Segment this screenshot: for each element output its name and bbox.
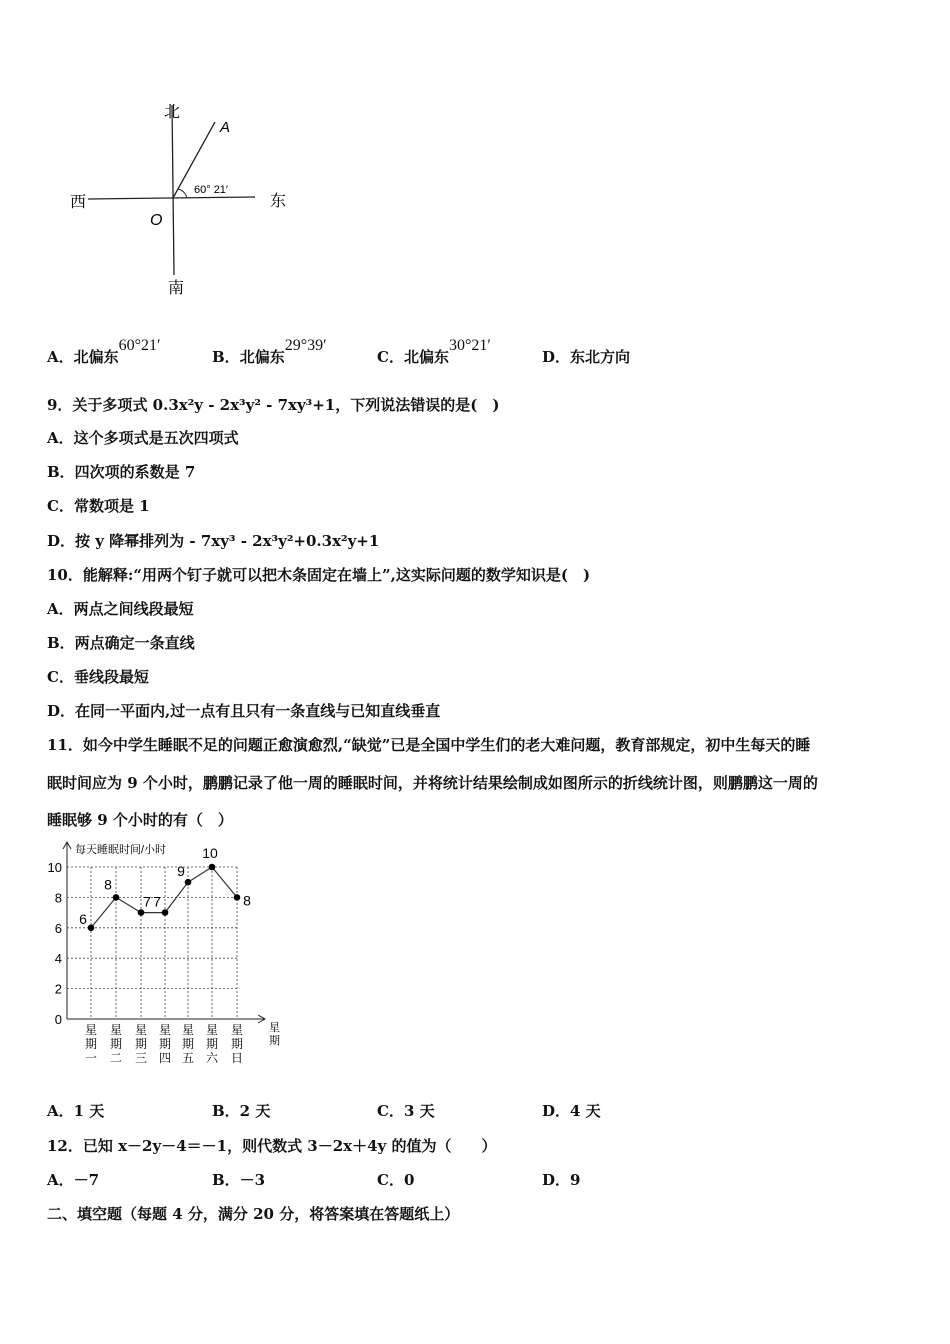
data-point bbox=[88, 925, 95, 932]
x-axis-label-char: 星 bbox=[269, 1022, 280, 1034]
x-tick-label: 日 bbox=[230, 1051, 244, 1065]
q9-option-d: D．按 y 降幂排列为 - 7xy³ - 2x³y²+0.3x²y+1 bbox=[47, 532, 380, 550]
label-east: 东 bbox=[270, 193, 287, 210]
q10-option-a: A．两点之间线段最短 bbox=[47, 600, 194, 618]
y-tick-label: 0 bbox=[54, 1012, 62, 1027]
q8-option-d: D．东北方向 bbox=[542, 348, 631, 366]
q11-stem-line1: 11．如今中学生睡眠不足的问题正愈演愈烈,“缺觉”已是全国中学生们的老大难问题，教育部规定，初中生每天的睡 bbox=[47, 736, 811, 754]
x-tick-label: 一 bbox=[84, 1051, 98, 1065]
data-point bbox=[138, 909, 145, 916]
y-tick-label: 8 bbox=[54, 890, 62, 906]
y-tick-label: 10 bbox=[47, 860, 62, 875]
q9-option-a: A．这个多项式是五次四项式 bbox=[47, 429, 239, 447]
section-2-heading: 二、填空题（每题 4 分，满分 20 分，将答案填在答题纸上） bbox=[47, 1205, 460, 1223]
q12-option-d: D．9 bbox=[542, 1171, 581, 1189]
x-tick-label: 期 bbox=[84, 1037, 98, 1051]
q11-option-d: D．4 天 bbox=[542, 1102, 601, 1120]
x-tick-label: 期 bbox=[134, 1037, 148, 1051]
data-label: 10 bbox=[202, 845, 218, 861]
data-label: 8 bbox=[104, 876, 112, 893]
q10-option-d: D．在同一平面内,过一点有且只有一条直线与已知直线垂直 bbox=[47, 702, 441, 720]
q11-option-c: C．3 天 bbox=[377, 1102, 435, 1120]
y-tick-label: 4 bbox=[54, 951, 62, 967]
q11-stem-line3: 睡眠够 9 个小时的有（ ） bbox=[47, 811, 233, 829]
q9-stem: 9．关于多项式 0.3x²y - 2x³y² - 7xy³+1，下列说法错误的是( ) bbox=[47, 396, 500, 414]
data-label: 7 bbox=[143, 893, 151, 910]
data-point bbox=[162, 909, 169, 916]
data-label: 8 bbox=[243, 892, 251, 909]
y-tick-label: 2 bbox=[54, 981, 62, 997]
x-tick-label: 星 bbox=[109, 1023, 123, 1037]
q8-option-b: B．北偏东29°39′ bbox=[212, 337, 327, 366]
q9-option-c: C．常数项是 1 bbox=[47, 497, 150, 515]
north-south-line bbox=[172, 105, 174, 275]
x-tick-label: 六 bbox=[205, 1051, 219, 1065]
y-tick-label: 6 bbox=[54, 920, 62, 936]
q11-option-a: A．1 天 bbox=[47, 1102, 105, 1120]
x-tick-label: 期 bbox=[205, 1037, 219, 1051]
q8-option-a: A．北偏东60°21′ bbox=[47, 337, 161, 366]
label-west: 西 bbox=[70, 194, 87, 211]
q12-option-c: C．0 bbox=[377, 1171, 415, 1189]
label-angle: 60° 21′ bbox=[194, 184, 228, 196]
x-tick-label: 期 bbox=[181, 1037, 195, 1051]
x-tick-label: 期 bbox=[158, 1037, 172, 1051]
data-point bbox=[234, 894, 241, 901]
sleep-line-chart bbox=[40, 835, 290, 1075]
x-tick-label: 星 bbox=[181, 1023, 195, 1037]
q8-option-c: C．北偏东30°21′ bbox=[377, 337, 491, 366]
x-tick-label: 星 bbox=[158, 1023, 172, 1037]
data-label: 6 bbox=[79, 910, 87, 927]
label-origin: O bbox=[150, 212, 163, 229]
x-tick-label: 星 bbox=[230, 1023, 244, 1037]
label-north: 北 bbox=[164, 104, 181, 121]
x-tick-label: 星 bbox=[84, 1023, 98, 1037]
x-tick-label: 期 bbox=[109, 1037, 123, 1051]
q11-stem-line2: 眠时间应为 9 个小时，鹏鹏记录了他一周的睡眠时间，并将统计结果绘制成如图所示的折线统计图，则鹏鹏这一周的 bbox=[47, 774, 818, 792]
data-point bbox=[185, 879, 192, 886]
x-tick-label: 星 bbox=[205, 1023, 219, 1037]
x-tick-label: 五 bbox=[181, 1051, 195, 1065]
x-tick-label: 期 bbox=[230, 1037, 244, 1051]
label-south: 南 bbox=[168, 280, 185, 297]
data-label: 7 bbox=[153, 893, 161, 910]
x-tick-label: 四 bbox=[158, 1051, 172, 1065]
q9-option-b: B．四次项的系数是 7 bbox=[47, 463, 196, 481]
q12-option-a: A．－7 bbox=[47, 1171, 100, 1189]
x-tick-label: 三 bbox=[134, 1051, 148, 1065]
x-tick-label: 二 bbox=[109, 1051, 123, 1065]
q12-stem: 12．已知 x－2y－4＝－1，则代数式 3－2x＋4y 的值为（ ） bbox=[47, 1137, 497, 1155]
x-axis-label-char: 期 bbox=[269, 1035, 280, 1047]
label-point-a: A bbox=[220, 119, 231, 136]
angle-arc bbox=[178, 189, 187, 198]
x-tick-label: 星 bbox=[134, 1023, 148, 1037]
q10-option-c: C．垂线段最短 bbox=[47, 668, 149, 686]
data-point bbox=[209, 864, 216, 871]
q12-option-b: B．－3 bbox=[212, 1171, 266, 1189]
q10-option-b: B．两点确定一条直线 bbox=[47, 634, 195, 652]
data-point bbox=[113, 894, 120, 901]
west-east-line bbox=[88, 197, 255, 199]
y-axis-label: 每天睡眠时间/小时 bbox=[75, 844, 167, 856]
data-label: 9 bbox=[177, 863, 185, 880]
q10-stem: 10．能解释:“用两个钉子就可以把木条固定在墙上”,这实际问题的数学知识是( ) bbox=[47, 566, 591, 584]
q11-option-b: B．2 天 bbox=[212, 1102, 271, 1120]
compass-diagram bbox=[60, 95, 320, 300]
